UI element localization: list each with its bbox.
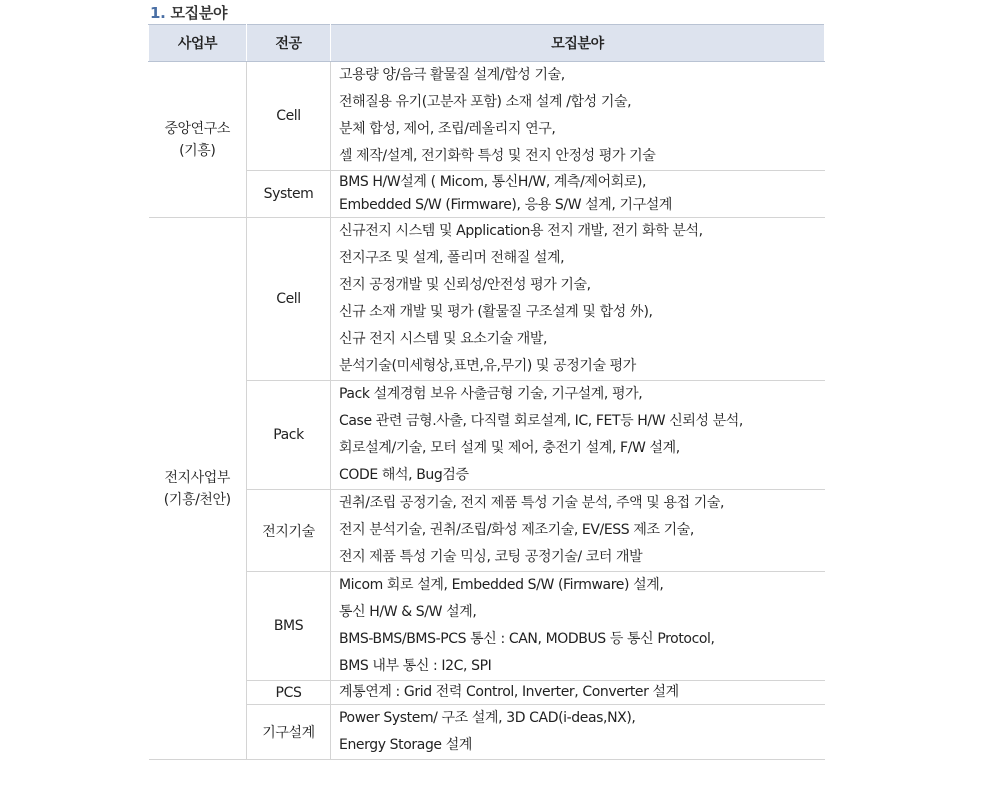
division-central-lab — [149, 62, 247, 218]
field-item: 전지 공정개발 및 신뢰성/안전성 평가 기술, — [339, 277, 591, 293]
table-row — [149, 218, 825, 381]
field-item: BMS 내부 통신 : I2C, SPI — [339, 658, 492, 674]
header-fields: 모집분야 — [331, 25, 825, 62]
field-item: CODE 해석, Bug검증 — [339, 467, 469, 483]
major-pcs: PCS — [247, 681, 331, 705]
section-title-text: 모집분야 — [170, 4, 228, 22]
field-item: 전지구조 및 설계, 폴리머 전해질 설계, — [339, 250, 565, 266]
division-location: (기흥/천안) — [163, 491, 231, 508]
major-mechanical-design: 기구설계 — [247, 705, 331, 760]
field-item: 신규전지 시스템 및 Application용 전지 개발, 전기 화학 분석, — [339, 223, 703, 239]
field-item: Embedded S/W (Firmware), 응용 S/W 설계, 기구설계 — [339, 197, 673, 213]
field-item: Power System/ 구조 설계, 3D CAD(i-deas,NX), — [339, 710, 636, 726]
table-row — [149, 490, 825, 572]
field-item: 신규 전지 시스템 및 요소기술 개발, — [339, 331, 548, 347]
field-item: Pack 설계경험 보유 사출금형 기술, 기구설계, 평가, — [339, 386, 643, 402]
table-row — [149, 171, 825, 218]
header-major: 전공 — [247, 25, 331, 62]
section-number: 1. — [150, 4, 166, 22]
fields-cell — [331, 171, 825, 218]
major-cell: Cell — [247, 62, 331, 171]
table-row — [149, 572, 825, 681]
field-item: 신규 소재 개발 및 평가 (활물질 구조설계 및 합성 外), — [339, 304, 653, 320]
division-battery-business — [149, 218, 247, 760]
field-item: BMS H/W설계 ( Micom, 통신H/W, 계측/제어회로), — [339, 174, 647, 190]
fields-cell — [331, 705, 825, 760]
field-item: Micom 회로 설계, Embedded S/W (Firmware) 설계, — [339, 577, 664, 593]
field-item: 셀 제작/설계, 전기화학 특성 및 전지 안정성 평가 기술 — [339, 148, 656, 164]
field-item: 전지 제품 특성 기술 믹싱, 코팅 공정기술/ 코터 개발 — [339, 549, 643, 565]
section-title — [150, 2, 227, 23]
fields-cell — [331, 62, 825, 171]
table-row — [149, 62, 825, 171]
field-item: 전해질용 유기(고분자 포함) 소재 설계 /합성 기술, — [339, 94, 632, 110]
field-item: BMS-BMS/BMS-PCS 통신 : CAN, MODBUS 등 통신 Protocol, — [339, 631, 715, 647]
field-item: 분체 합성, 제어, 조립/레올리지 연구, — [339, 121, 556, 137]
division-location: (기흥) — [179, 142, 216, 159]
fields-cell — [331, 490, 825, 572]
field-item: Case 관련 금형.사출, 다직렬 회로설계, IC, FET등 H/W 신뢰성 분석, — [339, 413, 743, 429]
field-item: Energy Storage 설계 — [339, 737, 472, 753]
recruitment-table — [148, 24, 825, 760]
table-header-row — [149, 25, 825, 62]
fields-cell — [331, 218, 825, 381]
major-system: System — [247, 171, 331, 218]
field-item: 회로설계/기술, 모터 설계 및 제어, 충전기 설계, F/W 설계, — [339, 440, 680, 456]
table-row — [149, 381, 825, 490]
major-bms: BMS — [247, 572, 331, 681]
header-division: 사업부 — [149, 25, 247, 62]
table-row — [149, 705, 825, 760]
field-item: 계통연계 : Grid 전력 Control, Inverter, Converter 설계 — [339, 684, 679, 700]
major-cell: Cell — [247, 218, 331, 381]
field-item: 고용량 양/음극 활물질 설계/합성 기술, — [339, 67, 565, 83]
fields-cell — [331, 572, 825, 681]
fields-cell — [331, 681, 825, 705]
major-pack: Pack — [247, 381, 331, 490]
field-item: 권취/조립 공정기술, 전지 제품 특성 기술 분석, 주액 및 용접 기술, — [339, 495, 725, 511]
fields-cell — [331, 381, 825, 490]
major-battery-tech: 전지기술 — [247, 490, 331, 572]
table-row — [149, 681, 825, 705]
division-name: 전지사업부 — [164, 469, 231, 486]
field-item: 통신 H/W & S/W 설계, — [339, 604, 477, 620]
field-item: 전지 분석기술, 권취/조립/화성 제조기술, EV/ESS 제조 기술, — [339, 522, 694, 538]
field-item: 분석기술(미세형상,표면,유,무기) 및 공정기술 평가 — [339, 358, 636, 374]
division-name: 중앙연구소 — [164, 120, 231, 137]
